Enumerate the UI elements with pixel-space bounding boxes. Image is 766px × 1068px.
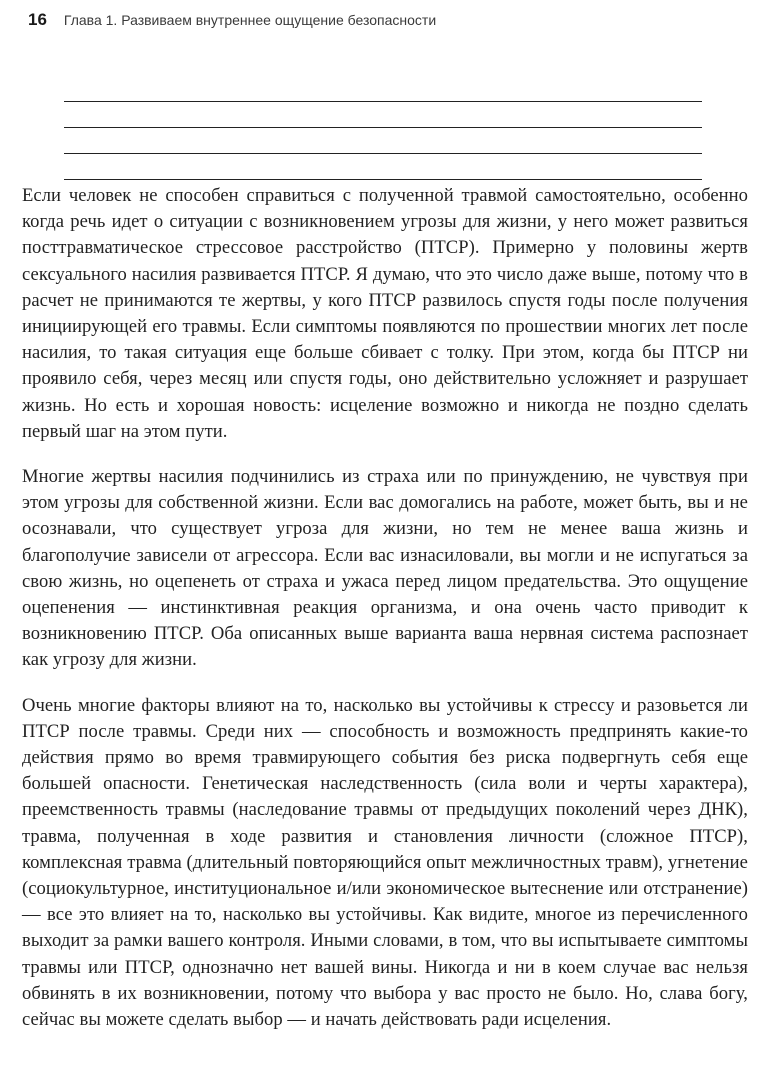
paragraph-freeze-response: Многие жертвы насилия подчинились из страха или по принуждению, не чувствуя при этом угрозы для собственной жизни. Если вас домогались на работе, может быть, вы и не осознавали, что существует угроза для жизни, но тем не менее ваша жизнь и благополучие зависели от агрессора. Если вас изнасиловали, вы могли и не испугаться за свою жизнь, но оцепенеть от страха и ужаса перед лицом предательства. Это ощущение оцепенения — инстинктивная реакция организма, и она очень часто приводит к возникновению ПТСР. Оба описанных выше варианта ваша нервная система распознает как угрозу для жизни. — [22, 466, 748, 671]
answer-line — [64, 76, 702, 102]
chapter-title: Глава 1. Развиваем внутреннее ощущение безопасности — [63, 12, 437, 28]
paragraph-resilience-factors: Очень многие факторы влияют на то, насколько вы устойчивы к стрессу и разовьется ли ПТСР после травмы. Среди них — способность и возможность предпринять какие-то действия прямо во время травмирующего события без риска подвергнуть себя еще большей опасности. Генетическая наследственность (сила воли и черты характера), преемственность травмы (наследование травмы от предыдущих поколений через ДНК), травма, полученная в ходе развития и становления личности (сложное ПТСР), комплексная травма (длительный повторяющийся опыт межличностных травм), угнетение (социокультурное, институциональное и/или экономическое вытеснение или отстранение) — все это влияет на то, насколько вы устойчивы. Как видите, многое из перечисленного выходит за рамки вашего контроля. Иными словами, в том, что вы испытываете симптомы травмы или ПТСР, однозначно нет вашей вины. Никогда и ни в коем случае вас нельзя обвинять в их возникновении, потому что выбора у вас просто не было. Но, слава богу, сейчас вы можете сделать выбор — и начать действовать ради исцеления. — [22, 694, 748, 1031]
answer-line — [64, 128, 702, 154]
paragraph-ptsd-overview: Если человек не способен справиться с полученной травмой самостоятельно, особенно когда речь идет о ситуации с возникновением угрозы для жизни, у него может развиться посттравматическое стрессовое расстройство (ПТСР). Примерно у половины жертв сексуального насилия развивается ПТСР. Я думаю, что это число даже выше, потому что в расчет не принимаются те жертвы, у кого ПТСР развилось спустя годы после получения инициирующей его травмы. Если симптомы появляются по прошествии многих лет после насилия, то такая ситуация еще больше сбивает с толку. При этом, когда бы ПТСР ни проявило себя, через месяц или спустя годы, оно действительно усложняет и разрушает жизнь. Но есть и хорошая новость: исцеление возможно и никогда не поздно сделать первый шаг на этом пути. — [22, 185, 748, 442]
answer-lines — [64, 76, 702, 180]
answer-line — [64, 102, 702, 128]
body-text — [22, 183, 748, 1052]
running-header — [28, 10, 436, 34]
page-number: 16 — [28, 10, 47, 29]
answer-line — [64, 154, 702, 180]
